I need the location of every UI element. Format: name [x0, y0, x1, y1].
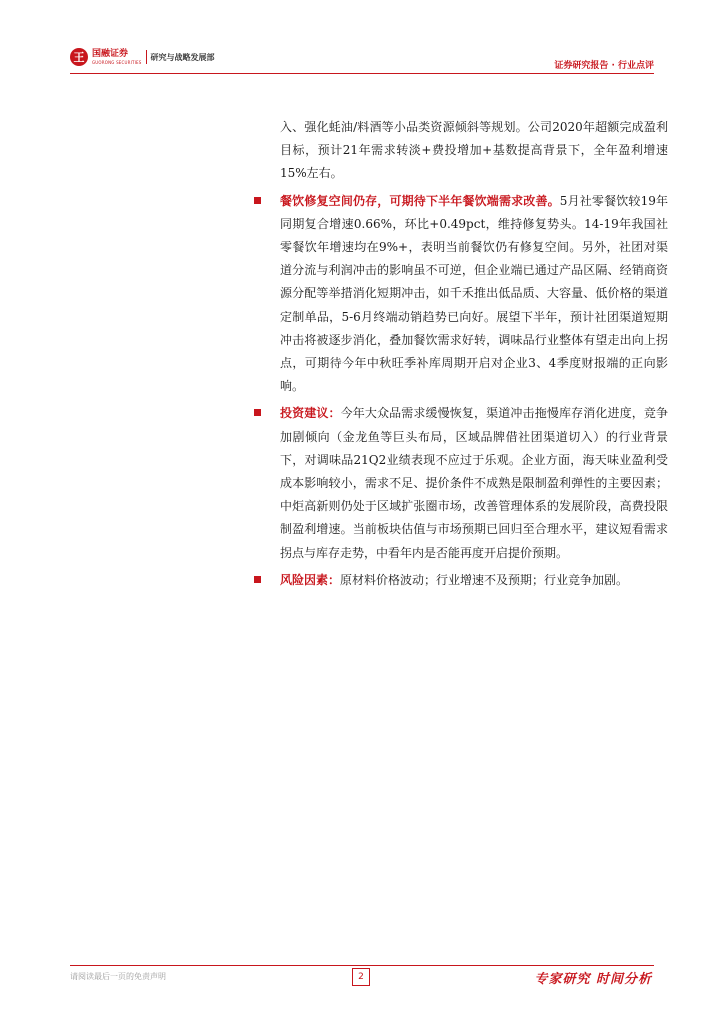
- logo-icon: 王: [70, 48, 88, 66]
- logo-cn-name: 国融证券: [92, 48, 129, 59]
- disclaimer-note: 请阅读最后一页的免责声明: [70, 972, 166, 981]
- page-header: [0, 0, 724, 80]
- report-body: [280, 116, 668, 592]
- continued-paragraph: 入、强化蚝油/料酒等小品类资源倾斜等规划。公司2020年超额完成盈利目标，预计21年需求转淡+费投增加+基数提高背景下，全年盈利增速15%左右。: [280, 120, 668, 181]
- square-bullet-icon: [254, 576, 261, 583]
- bullet-text: 5月社零餐饮较19年同期复合增速0.66%，环比+0.49pct，维持修复势头。14-19年我国社零餐饮年增速均在9%+，表明当前餐饮仍有修复空间。另外，社团对渠道分流与利润冲击的影响虽不可逆，但企业端已通过产品区隔、经销商资源分配等举措消化短期冲击，如千禾推出低品质、大容量、低价格的渠道定制单品，5-6月终端动销趋势已向好。展望下半年，预计社团渠道短期冲击将被逐步消化，叠加餐饮需求好转，调味品行业整体有望走出向上拐点，可期待今年中秋旺季补库周期开启对企业3、4季度财报端的正向影响。: [280, 193, 668, 394]
- department-name: 研究与战略发展部: [150, 52, 215, 62]
- bullet-text: 原材料价格波动；行业增速不及预期；行业竞争加剧。: [340, 572, 629, 587]
- header-divider: [70, 73, 654, 74]
- page-number: 2: [352, 968, 370, 986]
- bullet-lead: 餐饮修复空间仍存，可期待下半年餐饮端需求改善。: [280, 193, 560, 208]
- logo-en-name: GUORONG SECURITIES: [92, 59, 142, 65]
- bullet-risk: [280, 569, 668, 592]
- bullet-catering: [280, 190, 668, 399]
- square-bullet-icon: [254, 409, 261, 416]
- bullet-lead: 风险因素：: [280, 572, 341, 587]
- footer-slogan: 专家研究 时间分析: [534, 972, 652, 987]
- bullet-investment: [280, 402, 668, 564]
- bullet-lead: 投资建议：: [280, 406, 341, 421]
- logo-divider: [146, 50, 147, 64]
- bullet-text: 今年大众品需求缓慢恢复，渠道冲击拖慢库存消化进度，竞争加剧倾向（金龙鱼等巨头布局，区域品牌借社团渠道切入）的行业背景下，对调味品21Q2业绩表现不应过于乐观。企业方面，海天味业盈利受成本影响较小，需求不足、提价条件不成熟是限制盈利弹性的主要因素；中炬高新则仍处于区域扩张圈市场，改善管理体系的发展阶段，高费投限制盈利增速。当前板块估值与市场预期已回归至合理水平，建议短看需求拐点与库存走势，中看年内是否能再度开启提价预期。: [280, 406, 668, 560]
- square-bullet-icon: [254, 197, 261, 204]
- report-type: 证券研究报告 · 行业点评: [554, 61, 654, 71]
- footer-divider: [70, 965, 654, 966]
- company-logo: [70, 48, 215, 66]
